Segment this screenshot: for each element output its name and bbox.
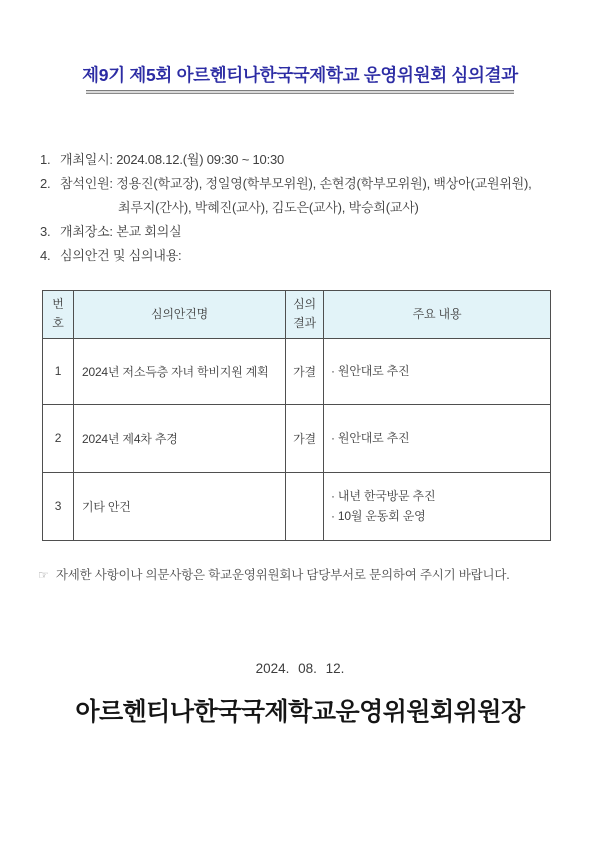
table-header-row — [43, 290, 551, 338]
item-number: 4. — [40, 247, 51, 263]
item-number: 2. — [40, 175, 51, 191]
meta-item-agenda-intro — [40, 244, 600, 268]
detail-line: · 10월 운동회 운영 — [331, 509, 426, 524]
detail-line: · 내년 한국방문 추진 — [331, 489, 436, 504]
cell-agenda: 2024년 제4차 추경 — [74, 404, 286, 472]
title-block — [0, 0, 600, 94]
header-result: 심의결과 — [286, 290, 324, 338]
table-row — [43, 338, 551, 404]
header-details: 주요 내용 — [324, 290, 551, 338]
meta-item-date — [40, 148, 600, 172]
note-text: 자세한 사항이나 의문사항은 학교운영위원회나 담당부서로 문의하여 주시기 바랍니다. — [55, 567, 510, 582]
item-text: 개최일시: 2024.08.12.(월) 09:30 ~ 10:30 — [60, 151, 285, 167]
table-row — [43, 472, 551, 540]
cell-no: 3 — [43, 472, 74, 540]
cell-result: 가결 — [286, 338, 324, 404]
contact-note — [38, 565, 600, 583]
cell-no: 2 — [43, 404, 74, 472]
item-number: 1. — [40, 151, 51, 167]
item-text: 심의안건 및 심의내용: — [60, 247, 182, 263]
pointing-hand-icon: ☞ — [38, 567, 49, 582]
detail-line: · 원안대로 추진 — [331, 431, 410, 446]
attendees-line1: 정용진(학교장), 정일영(학부모위원), 손현경(학부모위원), 백상아(교원위원), — [116, 175, 532, 191]
agenda-table — [42, 290, 551, 541]
cell-result — [286, 472, 324, 540]
detail-line: · 원안대로 추진 — [331, 364, 410, 379]
cell-agenda: 기타 안건 — [74, 472, 286, 540]
meta-item-location — [40, 220, 600, 244]
cell-agenda: 2024년 저소득층 자녀 학비지원 계획 — [74, 338, 286, 404]
meta-item-attendees — [40, 172, 600, 220]
cell-details — [324, 404, 551, 472]
signature-title: 아르헨티나한국국제학교운영위원회위원장 — [75, 697, 525, 726]
header-agenda: 심의안건명 — [74, 290, 286, 338]
table-row — [43, 404, 551, 472]
closing-date: 2024. 08. 12. — [255, 660, 345, 676]
attendees-line2: 최루지(간사), 박혜진(교사), 김도은(교사), 박승희(교사) — [118, 199, 419, 215]
cell-result: 가결 — [286, 404, 324, 472]
item-text — [60, 172, 600, 220]
attendees-label: 참석인원: — [60, 175, 113, 191]
item-text: 개최장소: 본교 회의실 — [60, 223, 182, 239]
title-underline-rule — [86, 90, 514, 94]
cell-details — [324, 472, 551, 540]
cell-no: 1 — [43, 338, 74, 404]
header-no: 번호 — [43, 290, 74, 338]
document-title: 제9기 제5회 아르헨티나한국국제학교 운영위원회 심의결과 — [82, 65, 518, 85]
cell-details — [324, 338, 551, 404]
item-number: 3. — [40, 223, 51, 239]
meta-list — [40, 148, 600, 268]
